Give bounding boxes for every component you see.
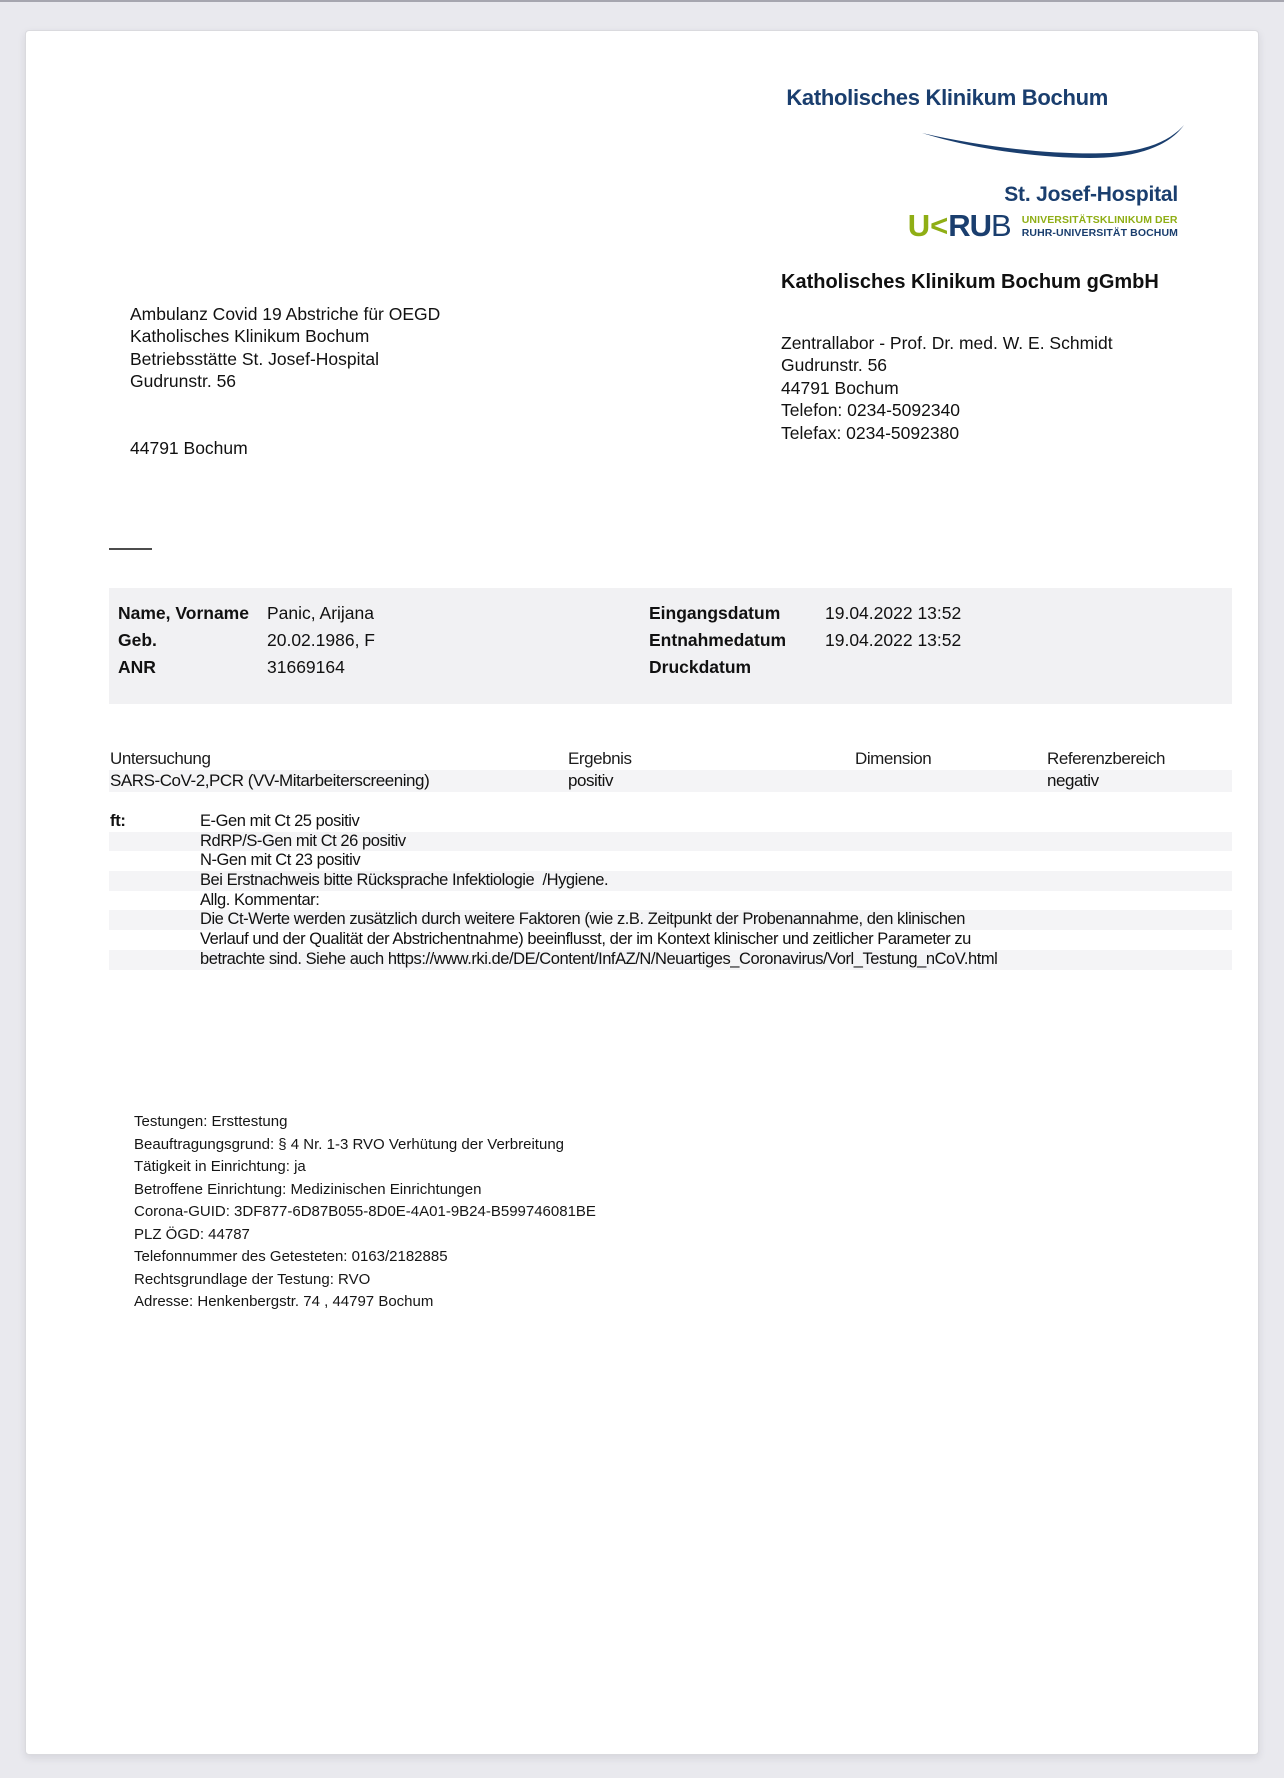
detail-line: Rechtsgrundlage der Testung: RVO bbox=[134, 1270, 371, 1288]
result-reference-range: negativ bbox=[1047, 771, 1099, 790]
footnote-line: Verlauf und der Qualität der Abstrichentnahme) beeinflusst, der im Kontext klinischer und zeitlicher Parameter zu bbox=[200, 930, 971, 949]
lab-contact-line: Telefax: 0234-5092380 bbox=[781, 422, 960, 443]
ukrub-letter-b: B bbox=[991, 208, 1011, 243]
patient-label: Eingangsdatum bbox=[649, 603, 781, 623]
patient-label: Druckdatum bbox=[649, 657, 752, 677]
ukrub-logo bbox=[908, 210, 1178, 242]
detail-line: Testungen: Ersttestung bbox=[134, 1113, 288, 1130]
viewport-top-divider bbox=[0, 0, 1284, 2]
lab-contact-line: Gudrunstr. 56 bbox=[781, 355, 888, 376]
patient-value: 19.04.2022 13:52 bbox=[825, 630, 962, 650]
footnote-block bbox=[109, 812, 1232, 970]
patient-row bbox=[109, 603, 1232, 630]
organization-name: Katholisches Klinikum Bochum gGmbH bbox=[781, 271, 1159, 293]
result-value: positiv bbox=[568, 771, 614, 790]
detail-line: Betroffene Einrichtung: Medizinischen Einrichtungen bbox=[134, 1180, 482, 1198]
footnote-label: ft: bbox=[110, 812, 126, 830]
recipient-line: Katholisches Klinikum Bochum bbox=[130, 326, 370, 347]
report-page bbox=[25, 30, 1259, 1755]
lab-contact-line: Zentrallabor - Prof. Dr. med. W. E. Schmidt bbox=[781, 333, 1113, 353]
patient-row bbox=[109, 657, 1232, 684]
footnote-line: Bei Erstnachweis bitte Rücksprache Infektiologie /Hygiene. bbox=[109, 871, 1232, 891]
ukrub-wordmark-icon bbox=[908, 210, 1011, 242]
footnote-line: RdRP/S-Gen mit Ct 26 positiv bbox=[109, 832, 1232, 852]
patient-value: 19.04.2022 13:52 bbox=[825, 603, 962, 623]
results-col-header: Ergebnis bbox=[568, 749, 632, 768]
patient-row bbox=[109, 630, 1232, 657]
results-col-header: Untersuchung bbox=[110, 749, 211, 768]
clinic-title: Katholisches Klinikum Bochum bbox=[786, 85, 1108, 110]
recipient-line: Gudrunstr. 56 bbox=[130, 371, 237, 392]
footnote-line: E-Gen mit Ct 25 positiv bbox=[200, 812, 360, 830]
result-test-name: SARS-CoV-2,PCR (VV-Mitarbeiterscreening) bbox=[110, 771, 430, 790]
detail-line: Tätigkeit in Einrichtung: ja bbox=[134, 1158, 306, 1175]
detail-line: Telefonnummer des Getesteten: 0163/2182885 bbox=[134, 1248, 448, 1265]
clinic-logo-swoosh-icon bbox=[922, 123, 1184, 159]
patient-label: Entnahmedatum bbox=[649, 630, 787, 650]
hospital-name: St. Josef-Hospital bbox=[1004, 183, 1178, 206]
test-details-block bbox=[134, 1111, 596, 1314]
patient-value: 20.02.1986, F bbox=[267, 630, 375, 650]
recipient-line: Ambulanz Covid 19 Abstriche für OEGD bbox=[130, 304, 441, 324]
footnote-line: N-Gen mit Ct 23 positiv bbox=[200, 851, 361, 870]
ukrub-chevron-icon: < bbox=[930, 208, 948, 243]
recipient-address-block bbox=[130, 303, 440, 460]
recipient-line bbox=[130, 393, 440, 415]
lab-contact-line: 44791 Bochum bbox=[781, 377, 899, 398]
footnote-line: betrachte sind. Siehe auch https://www.rki.de/DE/Content/InfAZ/N/Neuartiges_Coronavirus/Vorl_Testung_nCoV.html bbox=[109, 950, 1232, 970]
footnote-line: Allg. Kommentar: bbox=[200, 890, 320, 909]
ukrub-caption bbox=[1022, 210, 1178, 239]
results-col-header: Referenzbereich bbox=[1047, 749, 1165, 768]
results-col-header: Dimension bbox=[855, 749, 932, 768]
lab-contact-block bbox=[781, 332, 1113, 444]
patient-value: Panic, Arijana bbox=[267, 603, 375, 623]
detail-line: Adresse: Henkenbergstr. 74 , 44797 Bochum bbox=[134, 1293, 434, 1310]
patient-label: ANR bbox=[118, 657, 156, 677]
patient-label: Geb. bbox=[118, 630, 157, 650]
ukrub-letter-u: U bbox=[907, 208, 930, 243]
recipient-line: Betriebsstätte St. Josef-Hospital bbox=[130, 348, 379, 369]
detail-line: PLZ ÖGD: 44787 bbox=[134, 1225, 250, 1243]
detail-line: Corona-GUID: 3DF877-6D87B055-8D0E-4A01-9B24-B599746081BE bbox=[134, 1203, 596, 1220]
ukrub-caption-line1: UNIVERSITÄTSKLINIKUM DER bbox=[1021, 214, 1178, 226]
recipient-line bbox=[130, 415, 440, 437]
lab-contact-line: Telefon: 0234-5092340 bbox=[781, 400, 961, 421]
patient-label: Name, Vorname bbox=[118, 603, 249, 623]
detail-line: Beauftragungsgrund: § 4 Nr. 1-3 RVO Verhütung der Verbreitung bbox=[134, 1135, 565, 1153]
result-row bbox=[109, 770, 1232, 792]
footnote-line: Die Ct-Werte werden zusätzlich durch weitere Faktoren (wie z.B. Zeitpunkt der Probenannahme, den klinischen bbox=[109, 910, 1232, 930]
patient-value: 31669164 bbox=[267, 657, 345, 677]
ukrub-letters-ru: RU bbox=[948, 208, 992, 243]
ukrub-caption-line2: RUHR-UNIVERSITÄT BOCHUM bbox=[1021, 226, 1178, 239]
patient-info-panel bbox=[109, 588, 1232, 704]
fold-mark-dash bbox=[109, 548, 152, 550]
recipient-line: 44791 Bochum bbox=[130, 438, 248, 459]
